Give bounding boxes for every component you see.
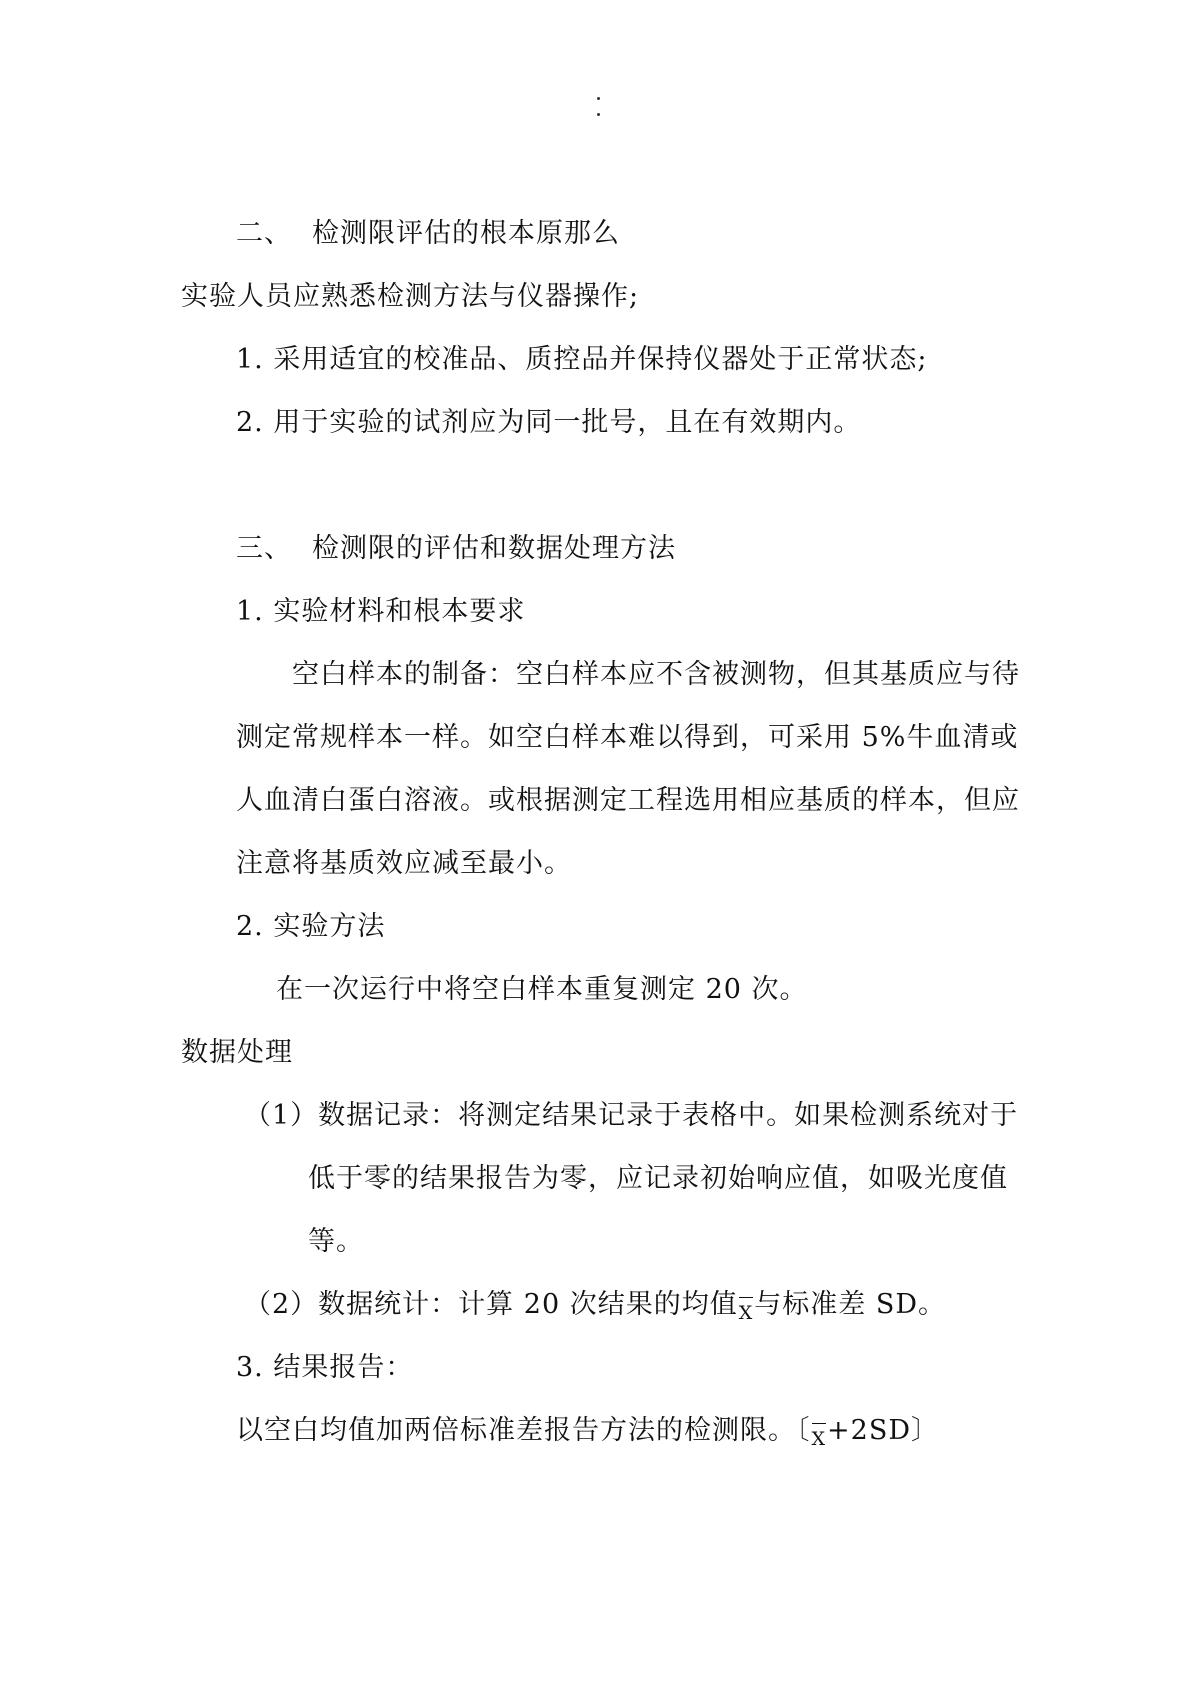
data-statistics-text: （2）数据统计：计算 20 次结果的均值 — [244, 1289, 738, 1320]
subsection2-text: 在一次运行中将空白样本重复测定 20 次。 — [276, 974, 808, 1005]
subsection1-paragraph-line: 人血清白蛋白溶液。或根据测定工程选用相应基质的样本，但应 — [236, 785, 1020, 816]
mean-symbol: X — [811, 1421, 828, 1457]
header-dot — [597, 113, 600, 116]
section3-heading-text: 检测限的评估和数据处理方法 — [312, 533, 676, 564]
data-statistics-text-end: 与标准差 SD。 — [754, 1289, 946, 1320]
report-text: 以空白均值加两倍标准差报告方法的检测限。〔 — [236, 1415, 811, 1446]
subsection1-title: 1. 实验材料和根本要求 — [236, 596, 526, 627]
section2-item-1: 1. 采用适宜的校准品、质控品并保持仪器处于正常状态; — [236, 344, 928, 375]
section2-heading-text: 检测限评估的根本原那么 — [312, 218, 620, 249]
subsection1-paragraph-line: 测定常规样本一样。如空白样本难以得到，可采用 5%牛血清或 — [236, 722, 1019, 753]
mean-symbol: X — [738, 1295, 755, 1331]
header-dot — [597, 97, 600, 100]
report-formula: +2SD〕 — [827, 1415, 939, 1446]
section3-heading — [236, 531, 676, 567]
section2-heading — [236, 216, 620, 252]
section2-item-2: 2. 用于实验的试剂应为同一批号，且在有效期内。 — [236, 407, 862, 438]
data-record-line: 等。 — [308, 1226, 364, 1257]
section2-intro: 实验人员应熟悉检测方法与仪器操作; — [181, 281, 640, 312]
report-line — [236, 1413, 939, 1457]
section3-heading-number: 三、 — [236, 533, 292, 564]
subsection1-paragraph-line: 空白样本的制备：空白样本应不含被测物，但其基质应与待 — [292, 659, 1020, 690]
subsection1-paragraph-line: 注意将基质效应减至最小。 — [236, 848, 572, 879]
subsection3-title: 3. 结果报告： — [236, 1352, 414, 1383]
data-processing-title: 数据处理 — [181, 1037, 293, 1068]
data-record-line: 低于零的结果报告为零，应记录初始响应值，如吸光度值 — [308, 1163, 1008, 1194]
data-record-line: （1）数据记录：将测定结果记录于表格中。如果检测系统对于 — [244, 1100, 1019, 1131]
data-statistics-line — [244, 1287, 946, 1331]
section2-heading-number: 二、 — [236, 218, 292, 249]
subsection2-title: 2. 实验方法 — [236, 911, 386, 942]
